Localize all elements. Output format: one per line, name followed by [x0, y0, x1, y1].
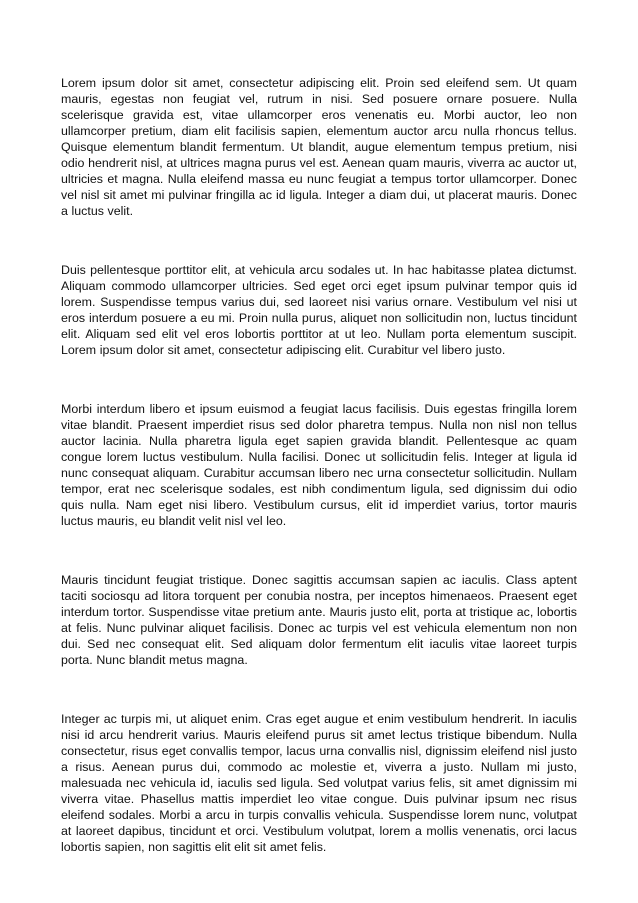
paragraph-2: Duis pellentesque porttitor elit, at vehicula arcu sodales ut. In hac habitasse platea dictumst. Aliquam commodo ullamcorper ultricies. Sed eget orci eget ipsum pulvinar tempor quis id lorem. Suspendisse tempus varius dui, sed laoreet nisi varius ornare. Vestibulum vel nisi ut eros interdum posuere a eu mi. Proin nulla purus, aliquet non sollicitudin non, luctus tincidunt elit. Aliquam sed elit vel eros lobortis porttitor at ut leo. Nullam porta elementum suscipit. Lorem ipsum dolor sit amet, consectetur adipiscing elit. Curabitur vel libero justo. — [61, 263, 577, 357]
paragraph-3: Morbi interdum libero et ipsum euismod a feugiat lacus facilisis. Duis egestas fringilla lorem vitae blandit. Praesent imperdiet risus sed dolor pharetra tempus. Nulla non nisl non tellus auctor lacinia. Nulla pharetra ligula eget sapien gravida blandit. Pellentesque ac quam congue lorem luctus vestibulum. Nulla facilisi. Donec ut sollicitudin felis. Integer at ligula id nunc consequat aliquam. Curabitur accumsan libero nec urna consectetur sollicitudin. Nullam tempor, erat nec scelerisque sodales, est nibh condimentum ligula, sed dignissim dui odio quis nulla. Nam eget nisi libero. Vestibulum cursus, elit id imperdiet varius, tortor mauris luctus mauris, eu blandit velit nisl vel leo. — [61, 402, 577, 528]
paragraph-5: Integer ac turpis mi, ut aliquet enim. Cras eget augue et enim vestibulum hendrerit. In iaculis nisi id arcu hendrerit varius. Mauris eleifend purus sit amet lectus tristique bibendum. Nulla consectetur, risus eget convallis tempor, lacus urna convallis nisl, dignissim eleifend nisl justo a risus. Aenean purus dui, commodo ac molestie et, viverra a justo. Nullam mi justo, malesuada nec vehicula id, iaculis sed ligula. Sed volutpat varius felis, sit amet dignissim mi viverra vitae. Phasellus mattis imperdiet leo vitae congue. Duis pulvinar ipsum nec risus eleifend sodales. Morbi a arcu in turpis convallis vehicula. Suspendisse lorem nunc, volutpat at laoreet dapibus, tincidunt et orci. Vestibulum volutpat, lorem a mollis venenatis, orci lacus lobortis sapien, non sagittis elit elit sit amet felis. — [61, 712, 577, 854]
document-body — [61, 75, 577, 855]
paragraph-4: Mauris tincidunt feugiat tristique. Donec sagittis accumsan sapien ac iaculis. Class aptent taciti sociosqu ad litora torquent per conubia nostra, per inceptos himenaeos. Praesent eget interdum tortor. Suspendisse vitae pretium ante. Mauris justo elit, porta at tristique ac, lobortis at felis. Nunc pulvinar aliquet facilisis. Donec ac turpis vel est vehicula elementum non non dui. Sed nec consequat elit. Sed aliquam dolor fermentum elit iaculis vitae laoreet turpis porta. Nunc blandit metus magna. — [61, 573, 577, 667]
paragraph-1: Lorem ipsum dolor sit amet, consectetur adipiscing elit. Proin sed eleifend sem. Ut quam mauris, egestas non feugiat vel, rutrum in nisi. Sed posuere ornare posuere. Nulla scelerisque gravida est, vitae ullamcorper eros venenatis eu. Morbi auctor, leo non ullamcorper pretium, diam elit facilisis sapien, elementum auctor arcu nulla rhoncus tellus. Quisque elementum blandit fermentum. Ut blandit, augue elementum tempus pretium, nisi odio hendrerit nisl, at ultrices magna purus vel est. Aenean quam mauris, viverra ac auctor ut, ultricies et magna. Nulla eleifend massa eu nunc feugiat a tempus tortor ullamcorper. Donec vel nisl sit amet mi pulvinar fringilla ac id ligula. Integer a diam dui, ut placerat mauris. Donec a luctus velit. — [61, 76, 577, 218]
